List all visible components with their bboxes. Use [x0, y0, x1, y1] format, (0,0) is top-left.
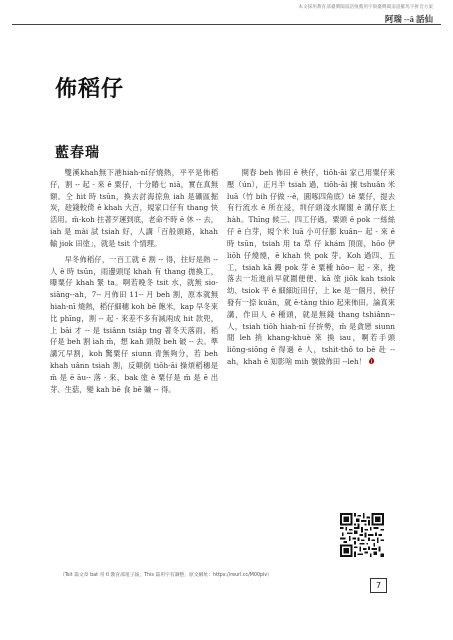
left-column [50, 167, 218, 399]
article-title: 佈稻仔 [55, 76, 125, 102]
paragraph-text: 開春 beh 佈田 ê 秧仔，tiōh-āi 家己用粟仔來壓（ún），正月半 tsiah 過，tiōh-āi 揀 tshuân 米 luā（竹 bih 仔做 --ê，圓啄四角底）tê 粟仔，提去有行流水 ê 所在浸，圳仔頭淺水閘閣 ê 溝仔底上 hàh。Thīng 候三、四工仔過，粟頭 ē pok 一絲絲仔 ê 白芽，規个米 luā 小可仔膨 kuân-- 起 - 來 ê 時 tsūn，tsiah 用 ta 草 仔 khám 頂面，hōo 伊 liōh 仔燒燒，ē khah 快 pok 芽。Koh 過四、五工，tsiah kā 鏝 pok 芽 ê 粟種 hōo-- 起 - 來，挽落去一坵進前早就圍便便、kā 塗 jiōk kah tsiok 幼、tsiok 平 ê 細細坵田仔，上 ke 是一個月，秧仔發有一捺 kuân，就 ē-tàng thio 起來佈田。論真來講，作田人 ê 種頭，就是無錢 thang tshiânn-- 人，tsiah tiōh hiah-nī 仔拚勢，m̄ 是貪戀 siunn 閒 leh 捎 khang-khuè 來 換 iau，啊若手頭 liōng-siōng ē 得過 ê 人，tshit-thô to bē 赴 --ah，khah ē 知影啥 mih 號做佈田 --leh！ [227, 168, 395, 366]
qr-code-icon[interactable] [340, 513, 384, 557]
end-mark-icon [368, 357, 375, 365]
paragraph [227, 167, 395, 368]
footnote: （Tsit 篇文章 bat 刊 tī 教育部電子報，This 篇用字有調整，原文網址：https://reurl.cc/M00plv） [60, 573, 273, 578]
right-column [227, 167, 395, 372]
header-rule [12, 24, 441, 25]
page-header [298, 4, 433, 25]
header-series-title: 阿瑞 --ā 話仙 [384, 14, 433, 24]
paragraph: 早冬佈稻仔，一百工就 ē 割 -- 得，拄好是熱 -- 人 ê 時 tsūn，雨邊頭尾 khah 有 thang 拋換工，曝粟仔 khah 緊 ta。啊若晚冬 tsit 水，就無 sio-siāng--ah，7-- 月佈田 11-- 月 beh 割，原本就無 hiah-nī 燒熱，稻仔細穗 koh bē 飽米，kap 早冬來比 phīng，割 -- 起 - 來差不多有減兩成 hit 款兜，上 bāi 才 -- 是 tsiânn tsiâp tng 著冬天落雨，稻仔是 beh 割 iah m̄，想 kah 頭殼 beh 破 -- 去。準講冗早割，koh 驚粟仔 siunn 青無夠分，若 beh khah uânn tsiah 割，反顛倒 tiōh-āi 操煩稻穗是 m̄ 是 ē āu-- 落 - 來、bak 塗 ê 粟仔是 m̄ 是 ē 出芽、生菇，變 kah bē 食 bē 賺 -- 得。 [50, 254, 218, 394]
article-author: 藍春瑞 [55, 145, 100, 161]
paragraph: 雙溪khah無下港hiah-nī仔燒熱，平平是佈稻仔，割 -- 起 - 來 ê 粟仔，十分賰七 niā，實在真無額。仝 hit 時 tsūn，換去討海掠魚 iah 是礦區掘炭，趁錢較倚 ê khah 大百，規家口仔有 thang 快活用。m̄-koh 拄著歹運到底，老命不時 ē 休 -- 去，iah 是 mài 試 tsiah 好，人講「百般頭路，khah 輸 jiok 田塗」，就是 tsit 个情理。 [50, 168, 218, 248]
header-orthography-note: 本文採用教育部臺灣閩南語推薦用字與臺灣閩南語羅馬字拼音方案 [298, 5, 433, 10]
page-number: 7 [370, 578, 387, 593]
